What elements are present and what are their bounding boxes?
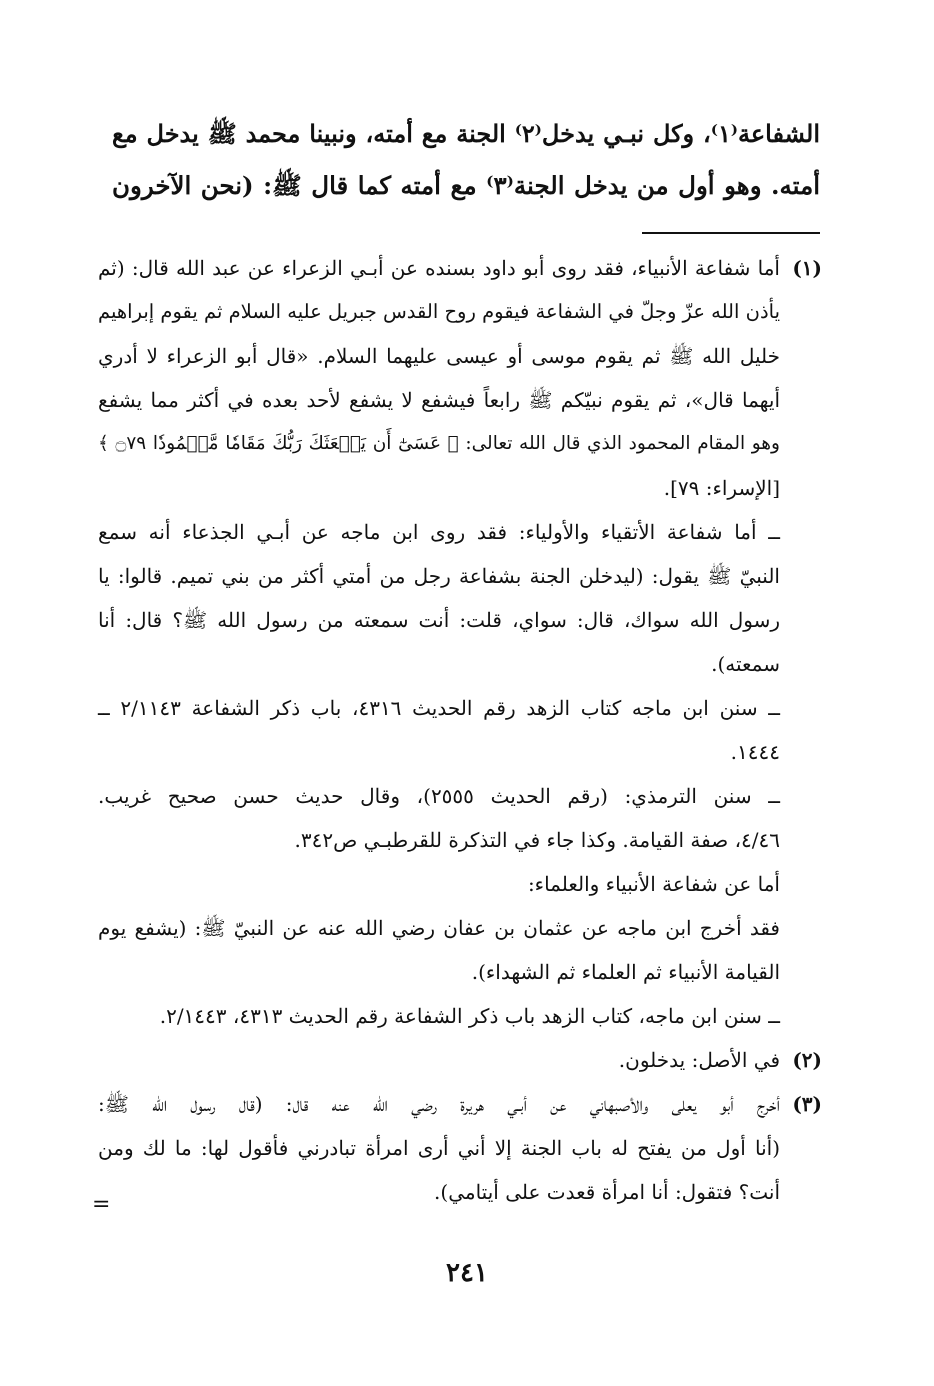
footnote-line: فقد أخرج ابن ماجه عن عثمان بن عفان رضي الله عنه عن النبيّ ﷺ: (يشفع يوم <box>98 916 780 940</box>
footnote-line: وهو المقام المحمود الذي قال الله تعالى: ﴿ عَسَىٰٓ أَن يَبۡعَثَكَ رَبُّكَ مَقَامٗا مَّحۡمُودٗا ۝٧٩ ﴾ <box>98 433 780 454</box>
footnote-line: ــ سنن ابن ماجه، كتاب الزهد باب ذكر الشفاعة رقم الحديث ٤٣١٣، ٢/١٤٤٣. <box>159 1004 780 1028</box>
footnote-line: أما شفاعة الأنبياء، فقد روى أبو داود بسنده عن أبـي الزعراء عن عبد الله قال: (ثم <box>98 256 780 280</box>
footnote-paragraph <box>98 510 822 686</box>
footnote-line: خليل الله ﷺ ثم يقوم موسى أو عيسى عليهما السلام. «قال أبو الزعراء لا أدري <box>98 344 780 368</box>
footnote-line: أنت؟ فتقول: أنا امرأة قعدت على أيتامي). <box>434 1180 780 1204</box>
footnote-separator <box>642 232 820 234</box>
footnote-paragraph <box>98 774 822 862</box>
footnote-3 <box>98 1082 822 1214</box>
footnote-line: ــ سنن ابن ماجه كتاب الزهد رقم الحديث ٤٣١٦، باب ذكر الشفاعة ٢/١١٤٣ ــ <box>98 696 781 720</box>
footnote-paragraph <box>98 994 822 1038</box>
footnote-line: أخرج أبو يعلى والأصبهاني عن أبـي هريرة رضي الله عنه قال: (قال رسول الله ﷺ: <box>98 1092 780 1116</box>
footnote-paragraph <box>98 686 822 774</box>
main-line: أمته. وهو أول من يدخل الجنة⁽٣⁾ مع أمته كما قال ﷺ: (نحن الآخرون <box>112 171 821 200</box>
footnote-number: (٢) <box>792 1048 822 1072</box>
footnote-line: ــ سنن الترمذي: (رقم الحديث ٢٥٥٥)، وقال حديث حسن صحيح غريب. <box>98 784 780 808</box>
footnote-line: (أنا أول من يفتح له باب الجنة إلا أني أرى امرأة تبادرني فأقول لها: ما لك ومن <box>98 1136 780 1160</box>
footnote-line: أما عن شفاعة الأنبياء والعلماء: <box>527 872 780 896</box>
footnote-2 <box>98 1038 822 1082</box>
footnote-number: (٣) <box>792 1092 822 1116</box>
footnote-line: ٤/٤٦، صفة القيامة. وكذا جاء في التذكرة للقرطبـي ص٣٤٢. <box>294 828 780 852</box>
footnote-line: يأذن الله عزّ وجلّ في الشفاعة فيقوم روح القدس جبريل عليه السلام ثم يقوم إبراهيم <box>98 300 780 323</box>
footnote-paragraph <box>98 862 822 906</box>
footnote-line: [الإسراء: ٧٩]. <box>663 476 780 500</box>
footnote-line: ــ أما شفاعة الأتقياء والأولياء: فقد روى ابن ماجه عن أبـي الجذعاء أنه سمع <box>98 520 780 544</box>
main-line: الشفاعة⁽١⁾، وكل نبـي يدخل⁽٢⁾ الجنة مع أمته، ونبينا محمد ﷺ يدخل مع <box>112 119 821 148</box>
footnotes <box>98 246 822 1214</box>
footnote-line: القيامة الأنبياء ثم العلماء ثم الشهداء). <box>471 960 780 984</box>
footnote-line: أيهما قال»، ثم يقوم نبيّكم ﷺ رابعاً فيشفع لا يشفع لأحد بعده في أكثر مما يشفع <box>98 388 780 412</box>
footnote-line: في الأصل: يدخلون. <box>618 1048 780 1072</box>
main-text <box>112 108 820 212</box>
footnote-line: النبيّ ﷺ يقول: (ليدخلن الجنة بشفاعة رجل من أمتي أكثر من بني تميم. قالوا: يا <box>98 564 780 588</box>
footnote-1 <box>98 246 822 510</box>
footnote-paragraph <box>98 906 822 994</box>
footnote-line: رسول الله سواك، قال: سواي، قلت: أنت سمعته من رسول الله ﷺ؟ قال: أنا <box>98 608 780 632</box>
footnote-line: سمعته). <box>711 652 780 676</box>
footnote-line: ١٤٤٤. <box>730 740 780 764</box>
page-number: ٢٤١ <box>446 1258 488 1288</box>
footnote-number: (١) <box>792 256 822 280</box>
continuation-mark: = <box>92 1192 111 1217</box>
